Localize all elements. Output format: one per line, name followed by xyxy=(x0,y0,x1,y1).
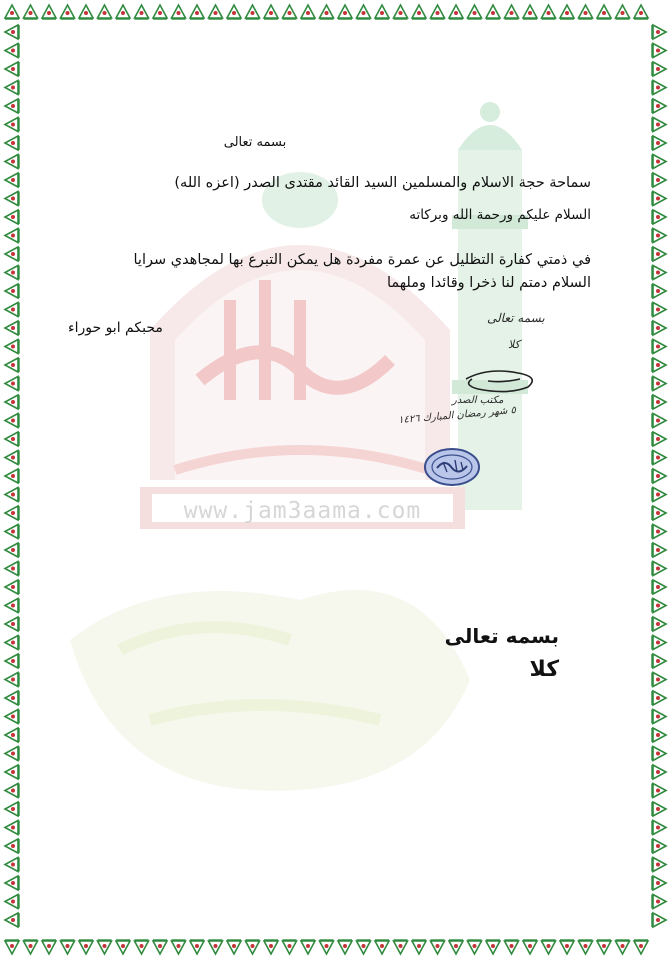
border-motif xyxy=(5,654,19,668)
border-motif xyxy=(652,395,666,409)
border-motif xyxy=(283,940,297,954)
border-motif xyxy=(5,839,19,853)
border-motif xyxy=(431,940,445,954)
border-motif xyxy=(652,192,666,206)
border-motif xyxy=(5,673,19,687)
border-motif xyxy=(5,358,19,372)
border-motif xyxy=(652,155,666,169)
border-motif xyxy=(5,247,19,261)
border-motif xyxy=(5,155,19,169)
border-motif xyxy=(634,940,648,954)
border-motif xyxy=(652,617,666,631)
border-motif xyxy=(209,5,223,19)
border-motif xyxy=(652,99,666,113)
border-motif xyxy=(5,784,19,798)
border-motif xyxy=(523,5,537,19)
reply-answer: كلا xyxy=(529,657,559,682)
border-motif xyxy=(5,691,19,705)
border-motif xyxy=(652,377,666,391)
border-motif xyxy=(320,5,334,19)
border-motif xyxy=(652,247,666,261)
border-motif xyxy=(5,802,19,816)
border-motif xyxy=(412,5,426,19)
letter-addressee: سماحة حجة الاسلام والمسلمين السيد القائد مقتدى الصدر (اعزه الله) xyxy=(174,175,591,191)
border-motif xyxy=(468,5,482,19)
border-motif xyxy=(5,580,19,594)
border-motif xyxy=(227,5,241,19)
border-motif xyxy=(652,229,666,243)
border-motif xyxy=(209,940,223,954)
border-motif xyxy=(652,81,666,95)
border-motif xyxy=(394,5,408,19)
border-motif xyxy=(283,5,297,19)
border-motif xyxy=(5,940,19,954)
border-motif xyxy=(652,580,666,594)
border-motif xyxy=(652,62,666,76)
border-motif xyxy=(5,377,19,391)
border-motif xyxy=(652,913,666,927)
border-motif xyxy=(5,562,19,576)
border-motif xyxy=(652,451,666,465)
border-motif xyxy=(246,5,260,19)
border-motif xyxy=(652,340,666,354)
border-motif xyxy=(5,25,19,39)
border-motif xyxy=(597,940,611,954)
border-motif xyxy=(468,940,482,954)
border-motif xyxy=(79,5,93,19)
border-motif xyxy=(616,5,630,19)
letter-greeting: السلام عليكم ورحمة الله وبركاته xyxy=(409,207,591,223)
border-motif xyxy=(652,599,666,613)
border-motif xyxy=(98,5,112,19)
border-motif xyxy=(616,940,630,954)
border-motif xyxy=(542,940,556,954)
border-motif xyxy=(5,284,19,298)
border-motif xyxy=(652,525,666,539)
border-motif xyxy=(652,506,666,520)
border-motif xyxy=(449,940,463,954)
border-motif xyxy=(652,691,666,705)
border-motif xyxy=(652,821,666,835)
signature-scribble xyxy=(458,365,548,397)
border-motif xyxy=(5,395,19,409)
border-motif xyxy=(5,99,19,113)
border-motif xyxy=(172,5,186,19)
border-motif xyxy=(431,5,445,19)
border-motif xyxy=(98,940,112,954)
border-motif xyxy=(5,765,19,779)
border-motif xyxy=(5,728,19,742)
border-motif xyxy=(301,5,315,19)
border-motif xyxy=(652,728,666,742)
border-motif xyxy=(375,5,389,19)
border-motif xyxy=(190,940,204,954)
border-motif xyxy=(153,5,167,19)
watermark-url: www.jam3aama.com xyxy=(183,498,422,524)
border-motif xyxy=(5,488,19,502)
handwritten-note: كلا xyxy=(508,338,520,351)
border-motif xyxy=(5,617,19,631)
border-motif xyxy=(652,321,666,335)
border-motif xyxy=(5,599,19,613)
border-motif xyxy=(5,451,19,465)
border-motif xyxy=(264,940,278,954)
border-motif xyxy=(652,284,666,298)
border-motif xyxy=(652,358,666,372)
border-motif xyxy=(652,562,666,576)
letter-salutation: بسمه تعالى xyxy=(223,135,287,150)
border-motif xyxy=(560,940,574,954)
letter-body-line: في ذمتي كفارة التظليل عن عمرة مفردة هل يمكن التبرع بها لمجاهدي سرايا xyxy=(133,252,591,268)
border-motif xyxy=(542,5,556,19)
border-motif xyxy=(227,940,241,954)
border-motif xyxy=(5,340,19,354)
border-motif xyxy=(652,895,666,909)
border-motif xyxy=(560,5,574,19)
border-motif xyxy=(5,266,19,280)
border-motif xyxy=(301,940,315,954)
border-motif xyxy=(486,940,500,954)
handwritten-date-note: ٥ شهر رمضان المبارك ١٤٢٦ xyxy=(397,404,517,427)
border-motif xyxy=(5,229,19,243)
border-motif xyxy=(5,469,19,483)
border-motif xyxy=(5,44,19,58)
border-motif xyxy=(5,506,19,520)
border-motif xyxy=(24,5,38,19)
border-motif xyxy=(5,525,19,539)
border-motif xyxy=(652,858,666,872)
border-motif xyxy=(652,876,666,890)
border-motif xyxy=(5,895,19,909)
border-motif xyxy=(116,940,130,954)
border-motif xyxy=(5,136,19,150)
handwritten-office-note: مكتب الصدر xyxy=(452,395,504,406)
border-motif xyxy=(652,784,666,798)
border-motif xyxy=(320,940,334,954)
border-motif xyxy=(579,940,593,954)
border-motif xyxy=(338,940,352,954)
border-motif xyxy=(264,5,278,19)
border-motif xyxy=(652,303,666,317)
border-motif xyxy=(652,469,666,483)
office-seal-stamp xyxy=(423,446,481,488)
border-motif xyxy=(579,5,593,19)
border-motif xyxy=(597,5,611,19)
border-motif xyxy=(5,432,19,446)
border-motif xyxy=(42,5,56,19)
border-motif xyxy=(338,5,352,19)
border-motif xyxy=(652,654,666,668)
border-motif xyxy=(61,5,75,19)
border-motif xyxy=(412,940,426,954)
border-motif xyxy=(5,192,19,206)
border-motif xyxy=(79,940,93,954)
border-motif xyxy=(652,839,666,853)
border-motif xyxy=(24,940,38,954)
border-motif xyxy=(5,747,19,761)
border-motif xyxy=(652,636,666,650)
border-motif xyxy=(394,940,408,954)
border-motif xyxy=(5,414,19,428)
border-motif xyxy=(5,858,19,872)
border-motif xyxy=(652,710,666,724)
border-motif xyxy=(5,543,19,557)
handwritten-note: بسمه تعالى xyxy=(487,311,545,325)
border-motif xyxy=(5,821,19,835)
border-motif xyxy=(505,940,519,954)
border-motif xyxy=(652,44,666,58)
border-motif xyxy=(5,210,19,224)
border-motif xyxy=(5,62,19,76)
border-motif xyxy=(652,118,666,132)
border-motif xyxy=(135,940,149,954)
border-motif xyxy=(357,940,371,954)
border-motif xyxy=(190,5,204,19)
border-motif xyxy=(42,940,56,954)
border-motif xyxy=(652,266,666,280)
border-motif xyxy=(5,81,19,95)
border-motif xyxy=(652,210,666,224)
border-motif xyxy=(5,321,19,335)
border-motif xyxy=(5,303,19,317)
border-motif xyxy=(652,414,666,428)
border-motif xyxy=(135,5,149,19)
border-motif xyxy=(652,802,666,816)
letter-body-line: السلام دمتم لنا ذخرا وقائدا وملهما xyxy=(386,275,591,291)
border-motif xyxy=(652,488,666,502)
border-motif xyxy=(652,173,666,187)
border-motif xyxy=(5,173,19,187)
border-motif xyxy=(5,710,19,724)
reply-heading: بسمه تعالى xyxy=(444,624,559,648)
border-motif xyxy=(116,5,130,19)
border-motif xyxy=(153,940,167,954)
border-motif xyxy=(375,940,389,954)
border-motif xyxy=(246,940,260,954)
border-motif xyxy=(652,673,666,687)
border-motif xyxy=(523,940,537,954)
border-motif xyxy=(449,5,463,19)
border-motif xyxy=(5,5,19,19)
border-motif xyxy=(505,5,519,19)
border-motif xyxy=(357,5,371,19)
border-motif xyxy=(652,432,666,446)
border-motif xyxy=(652,543,666,557)
border-motif xyxy=(61,940,75,954)
letter-sign-off: محبكم ابو حوراء xyxy=(68,320,163,336)
border-motif xyxy=(634,5,648,19)
border-motif xyxy=(172,940,186,954)
border-motif xyxy=(486,5,500,19)
border-motif xyxy=(5,913,19,927)
border-motif xyxy=(5,636,19,650)
border-motif xyxy=(652,747,666,761)
border-motif xyxy=(5,876,19,890)
border-motif xyxy=(652,25,666,39)
border-motif xyxy=(652,136,666,150)
border-motif xyxy=(5,118,19,132)
border-motif xyxy=(652,765,666,779)
